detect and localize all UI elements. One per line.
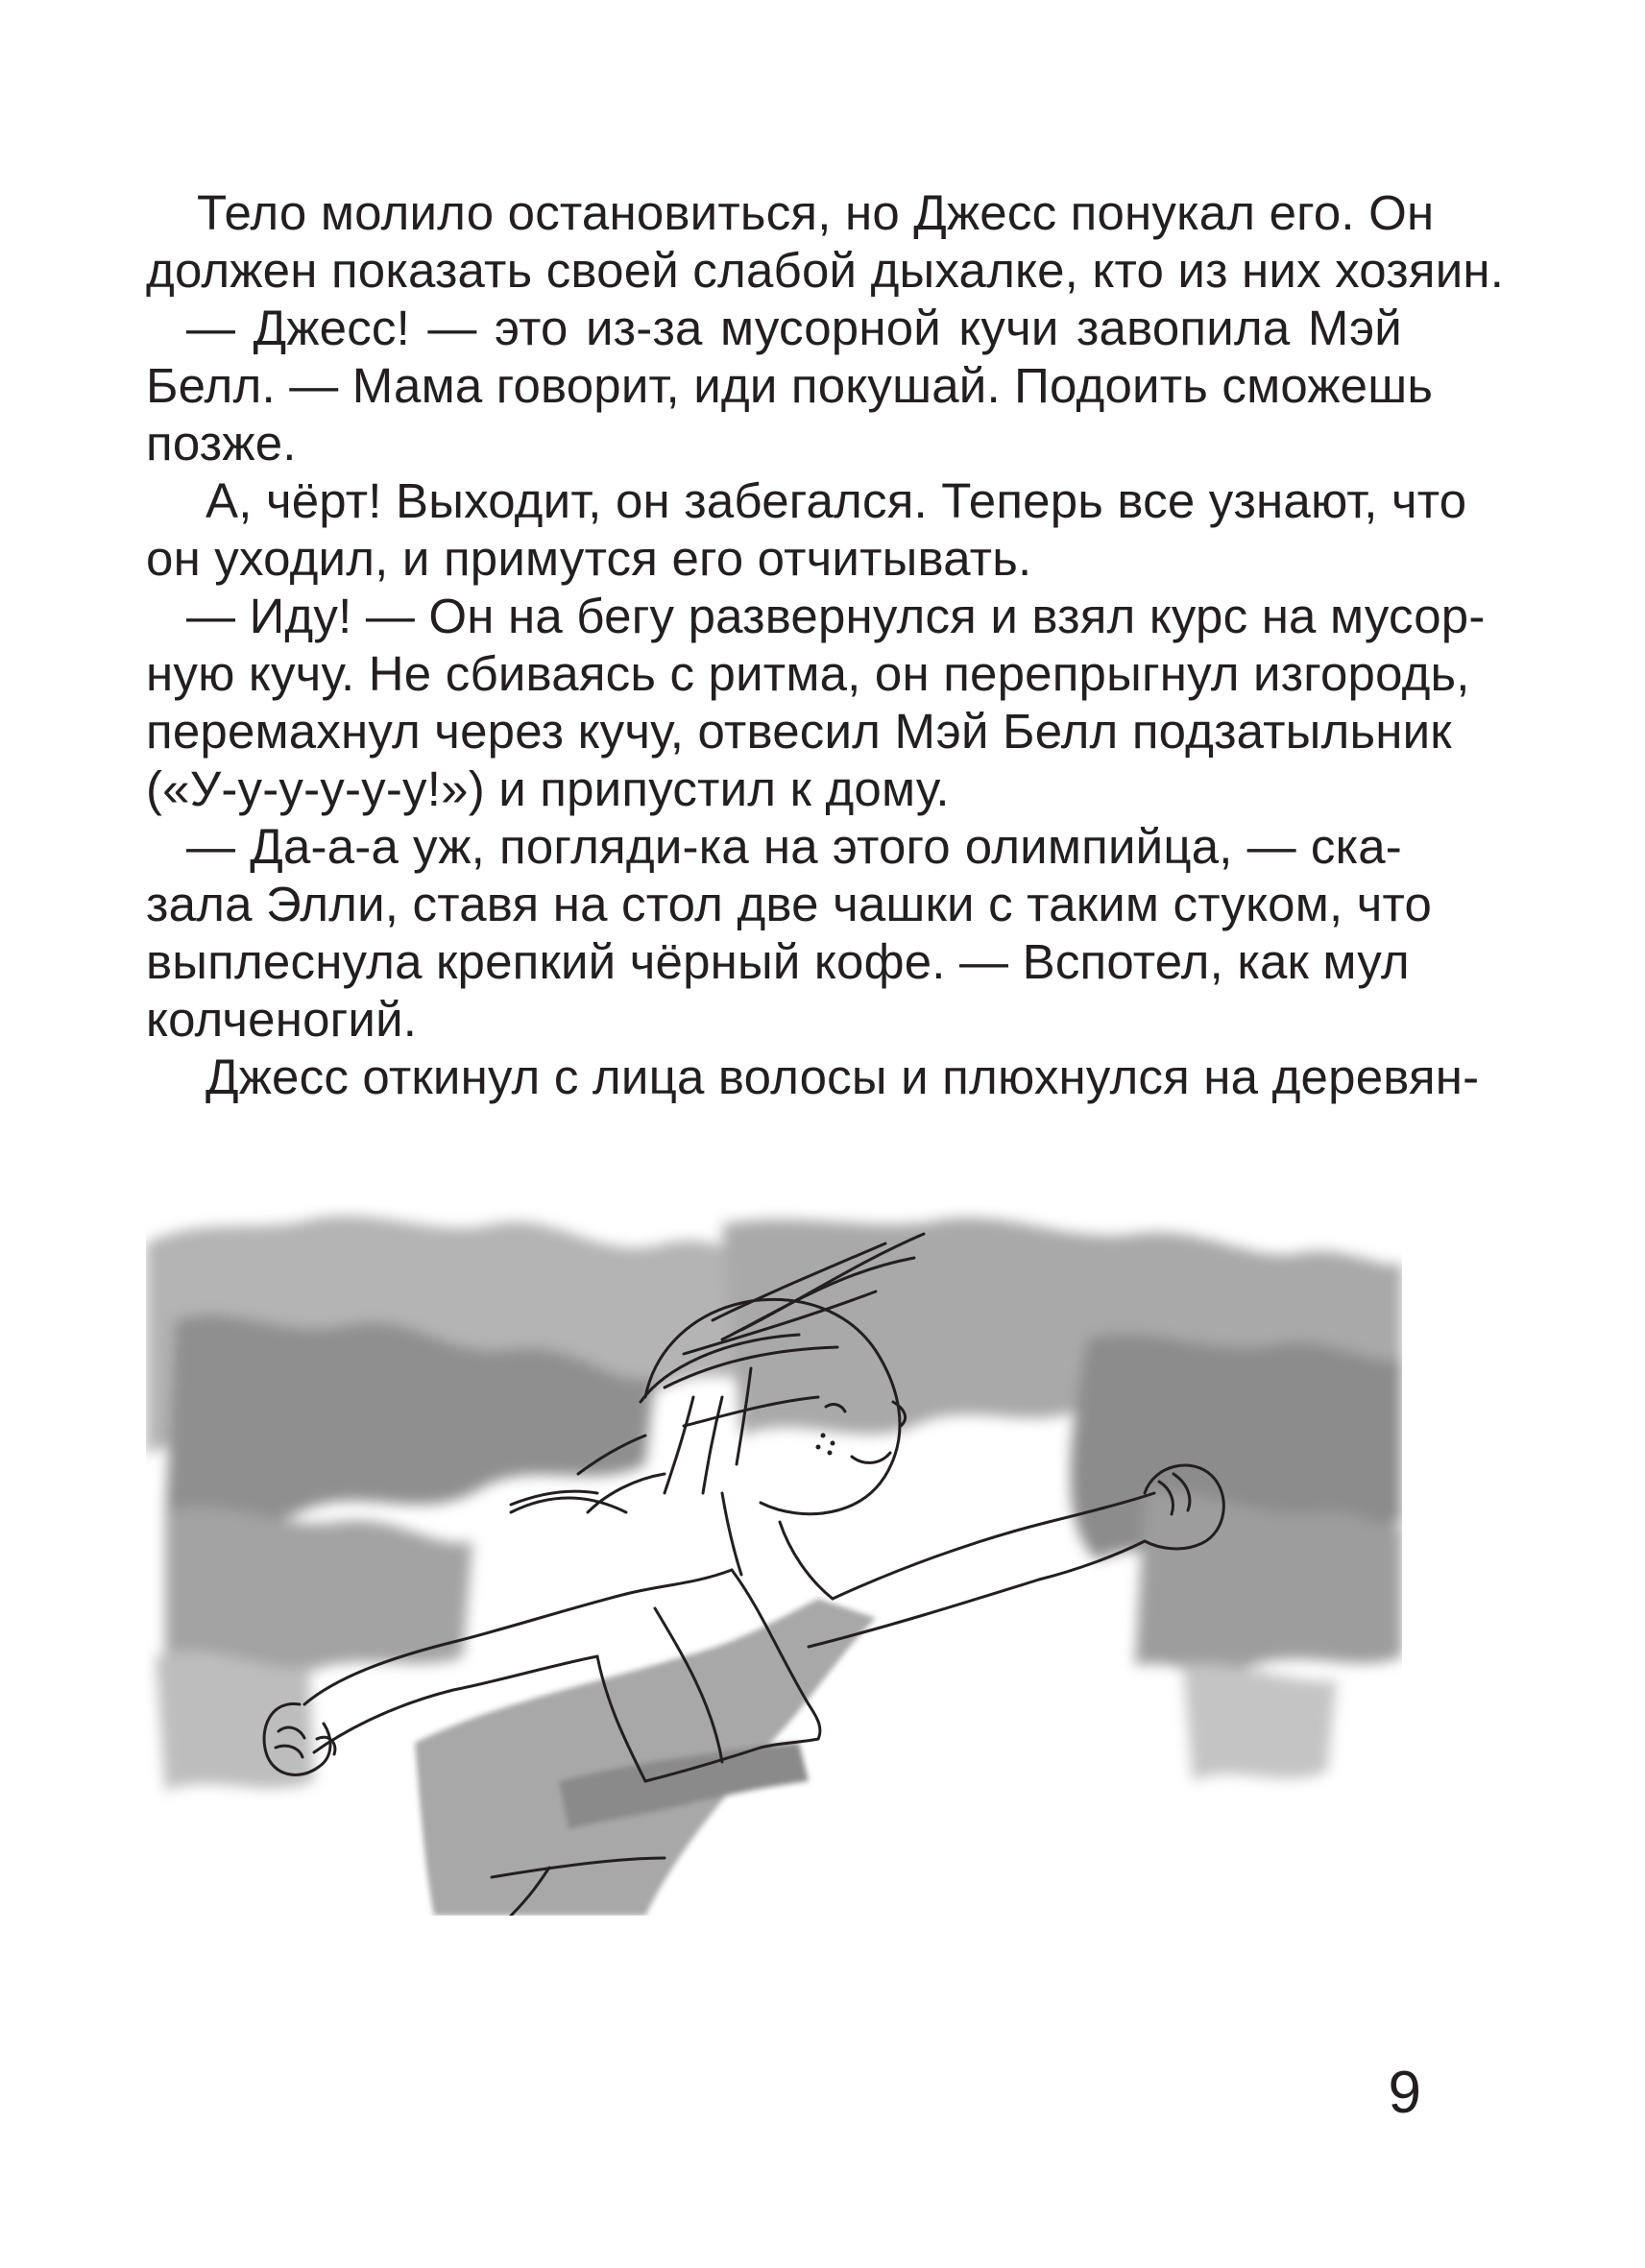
text-line: Белл. — Мама говорит, иди покушай. Подоить сможешь xyxy=(146,358,1434,413)
text-line: Джесс откинул с лица волосы и плюхнулся на деревян- xyxy=(206,1050,1480,1104)
text-line: ную кучу. Не сбиваясь с ритма, он перепрыгнул изгородь, xyxy=(146,646,1470,701)
text-line: должен показать своей слабой дыхалке, кто из них хозяин. xyxy=(146,243,1505,298)
text-line: («У-у-у-у-у-у!») и припустил к дому. xyxy=(146,761,950,816)
text-line: А, чёрт! Выходит, он забегался. Теперь все узнают, что xyxy=(206,473,1467,528)
freckles xyxy=(816,1434,835,1456)
text-line: — Иду! — Он на бегу развернулся и взял курс на мусор- xyxy=(186,589,1486,643)
page-number: 9 xyxy=(1388,2060,1421,2126)
text-line: Тело молило остановиться, но Джесс понукал его. Он xyxy=(197,185,1435,240)
text-line: позже. xyxy=(146,416,297,470)
text-line: колченогий. xyxy=(146,992,418,1047)
text-line: — Джесс! — это из-за мусорной кучи завопила Мэй xyxy=(186,301,1402,355)
text-line: перемахнул через кучу, отвесил Мэй Белл подзатыльник xyxy=(146,704,1452,759)
text-line: зала Элли, ставя на стол две чашки с таким стуком, что xyxy=(146,877,1433,931)
text-line: он уходил, и примутся его отчитывать. xyxy=(146,531,1032,586)
text-line: — Да-а-а уж, погляди-ка на этого олимпийца, — ска- xyxy=(186,819,1402,874)
boy-running-illustration xyxy=(146,1205,1402,1916)
text-line: выплеснула крепкий чёрный кофе. — Вспотел, как мул xyxy=(146,934,1410,989)
illustration-drawing xyxy=(146,1205,1402,1916)
shirt-wash xyxy=(415,1599,876,1916)
